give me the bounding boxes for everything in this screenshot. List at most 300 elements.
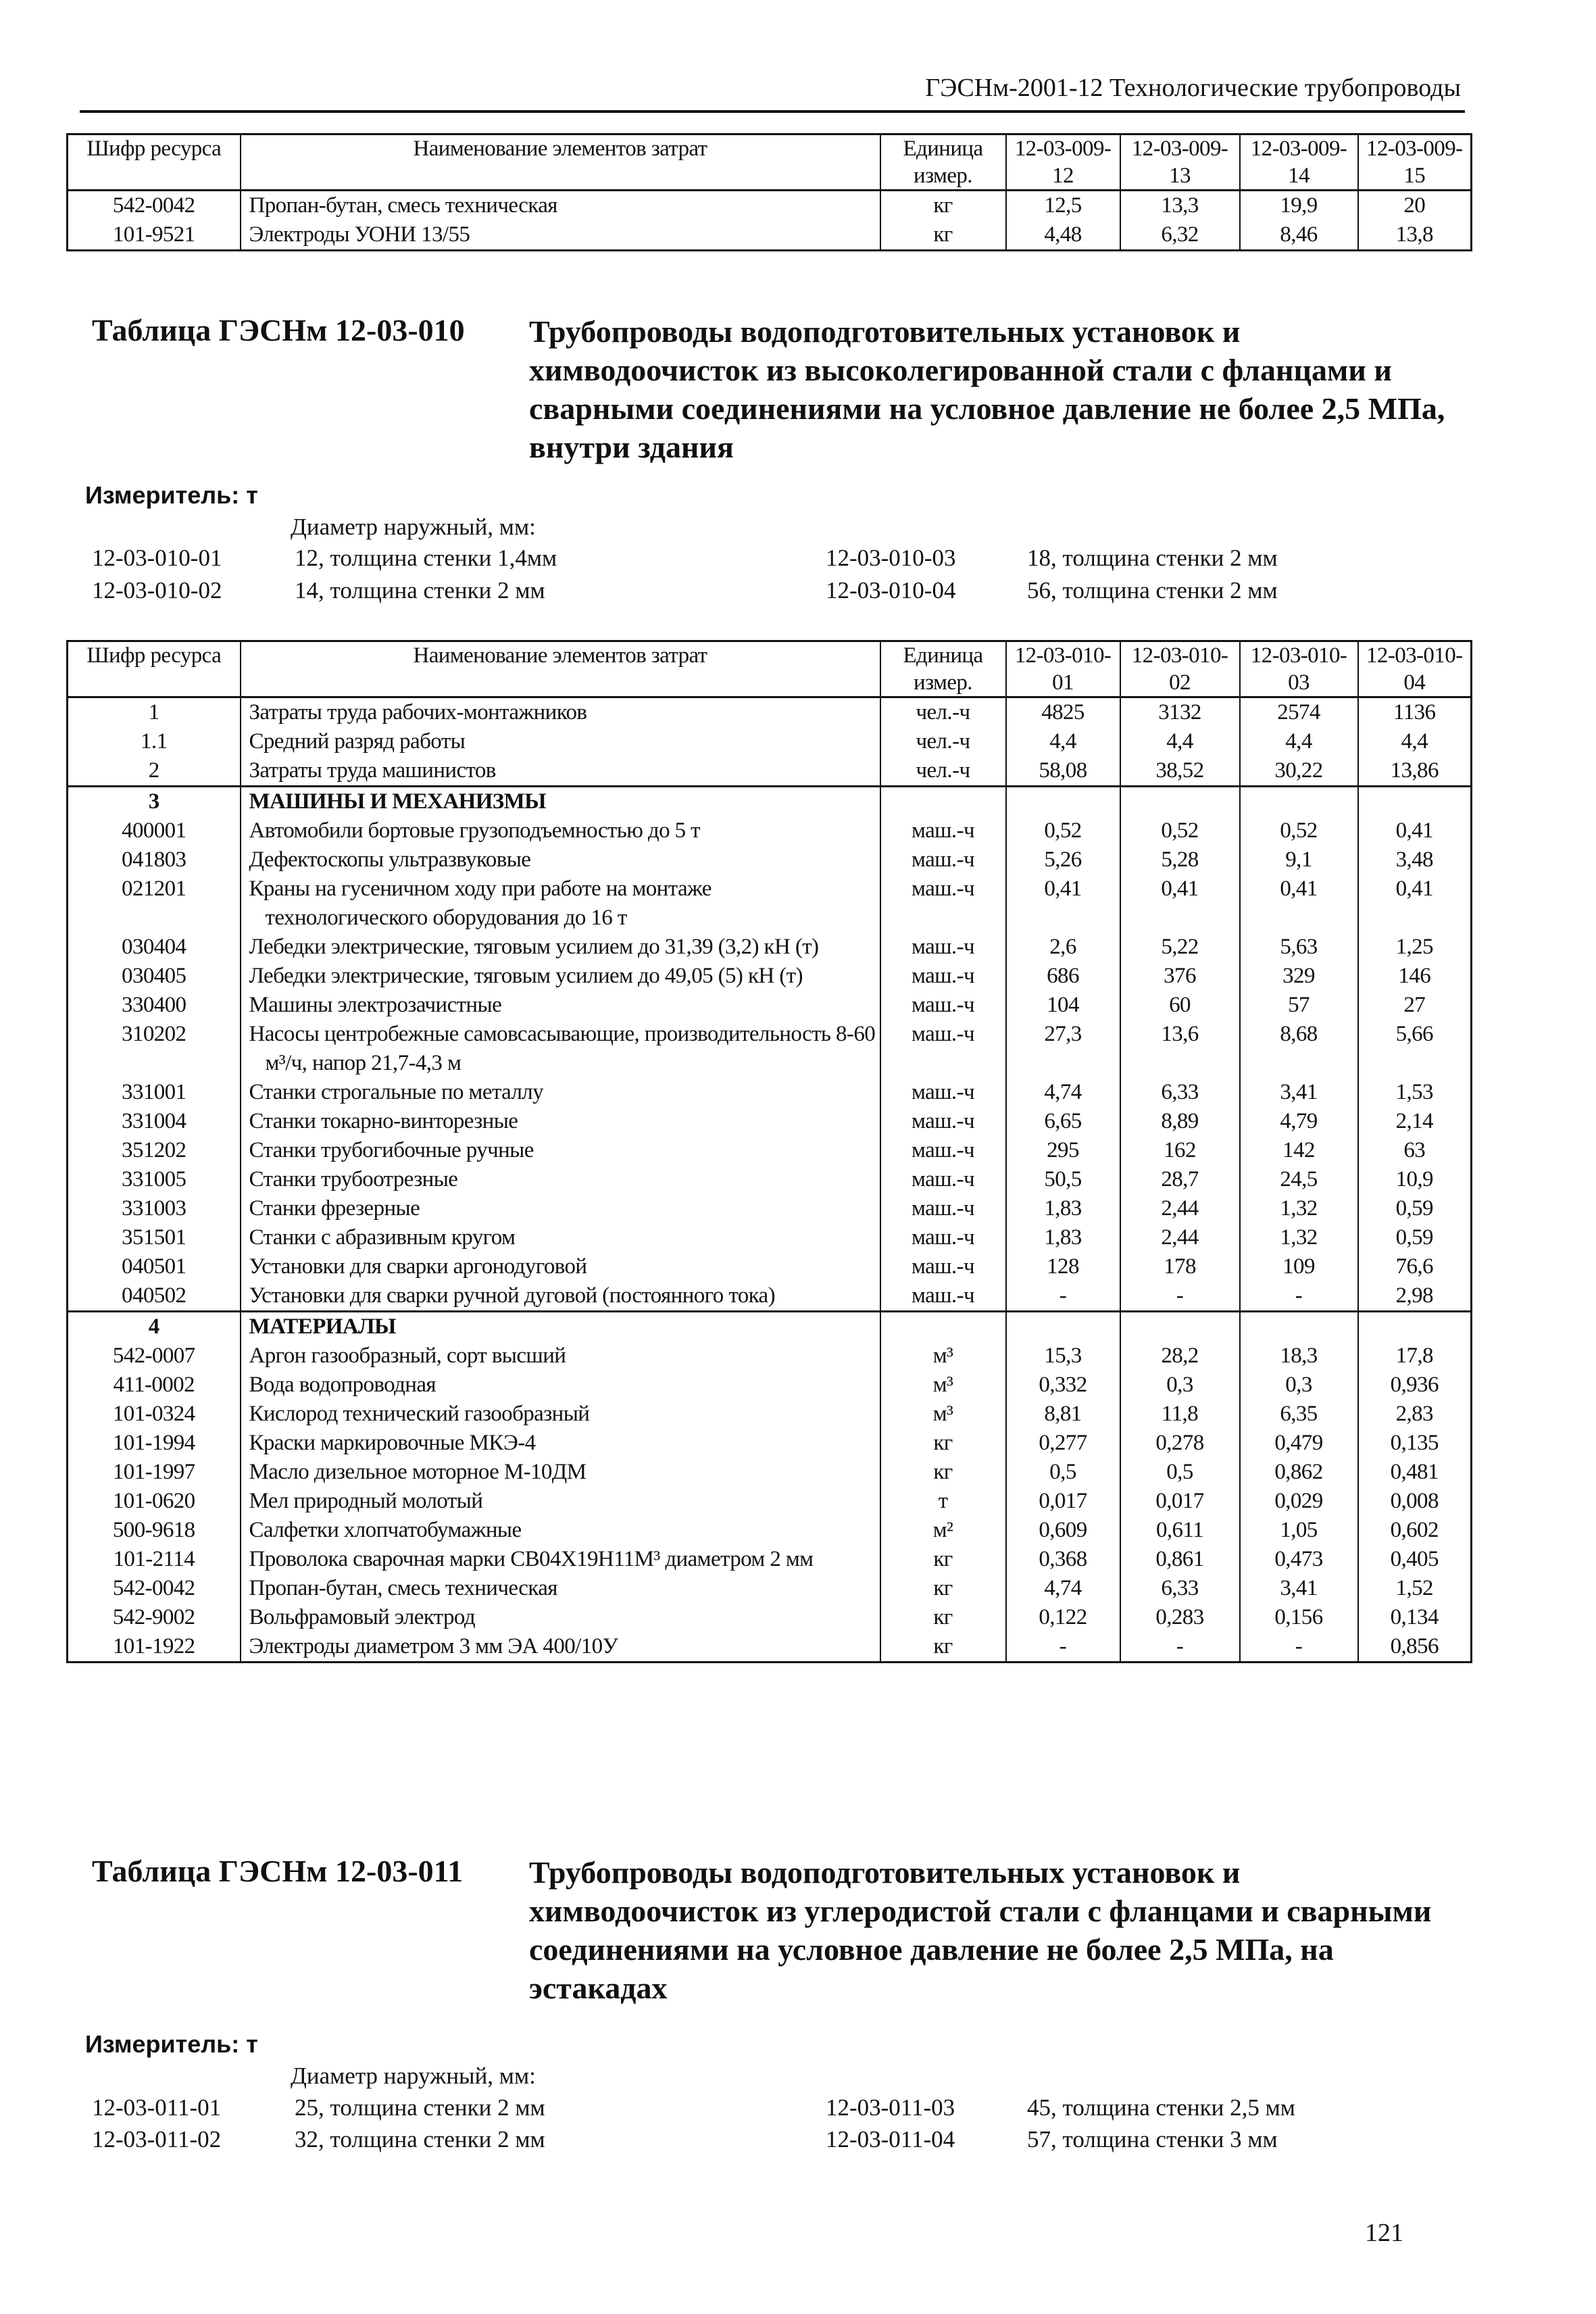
value-col-2: - [1120, 1281, 1240, 1312]
diameter-label-010: Диаметр наружный, мм: [291, 514, 536, 540]
resource-code: 331005 [68, 1165, 241, 1194]
unit [880, 1312, 1006, 1342]
value-col-2: 0,017 [1120, 1487, 1240, 1516]
value-col-1: 4,48 [1006, 220, 1120, 251]
value-col-4: 13,8 [1358, 220, 1472, 251]
column-header-value-col-1: 12-03-009-12 [1006, 134, 1120, 191]
value-col-3: 2574 [1240, 697, 1358, 728]
value-col-4: 13,86 [1358, 756, 1472, 787]
resource-table-010 [66, 640, 1472, 1663]
value-col-2 [1120, 1312, 1240, 1342]
value-col-2: 0,52 [1120, 816, 1240, 845]
table-row [68, 1574, 1472, 1603]
value-col-1: - [1006, 1632, 1120, 1663]
unit: чел.-ч [880, 756, 1006, 787]
table-row [68, 875, 1472, 933]
value-col-1: 4,74 [1006, 1078, 1120, 1107]
table-title-010: Трубопроводы водоподготовительных установок и химводоочисток из высоколегированной стали с фланцами и сварными соединениями на условное давление не более 2,5 МПа, внутри здания [529, 314, 1445, 464]
cost-element-name: Затраты труда рабочих-монтажников [241, 697, 880, 728]
value-col-4: 1136 [1358, 697, 1472, 728]
value-col-2: 2,44 [1120, 1223, 1240, 1252]
cost-element-name: Кислород технический газообразный [241, 1400, 880, 1429]
value-col-3: 0,41 [1240, 875, 1358, 933]
resource-code: 351501 [68, 1223, 241, 1252]
value-col-3: 0,479 [1240, 1429, 1358, 1458]
unit: т [880, 1487, 1006, 1516]
table-row [68, 1341, 1472, 1371]
value-col-3: 18,3 [1240, 1341, 1358, 1371]
value-col-3: 3,41 [1240, 1078, 1358, 1107]
table-row [68, 816, 1472, 845]
unit: чел.-ч [880, 727, 1006, 756]
unit [880, 787, 1006, 817]
column-header-value-col-2: 12-03-009-13 [1120, 134, 1240, 191]
item-text: 57, толщина стенки 3 мм [1027, 2126, 1278, 2152]
value-col-3: 5,63 [1240, 933, 1358, 962]
unit: маш.-ч [880, 1078, 1006, 1107]
value-col-1: 5,26 [1006, 845, 1120, 875]
cost-element-name: Установки для сварки аргонодуговой [241, 1252, 880, 1281]
cost-element-name: Станки фрезерные [241, 1194, 880, 1223]
resource-table-continued [66, 133, 1472, 251]
value-col-1: 4,74 [1006, 1574, 1120, 1603]
table-row [68, 1429, 1472, 1458]
value-col-2: 5,28 [1120, 845, 1240, 875]
resource-code: 351202 [68, 1136, 241, 1165]
unit: м³ [880, 1400, 1006, 1429]
table-title-011: Трубопроводы водоподготовительных установок и химводоочисток из углеродистой стали с фланцами и сварными соединениями на условное давление не более 2,5 МПа, на эстакадах [529, 1855, 1432, 2005]
resource-code: 040501 [68, 1252, 241, 1281]
value-col-4: 0,59 [1358, 1194, 1472, 1223]
value-col-3: - [1240, 1281, 1358, 1312]
unit: м² [880, 1516, 1006, 1545]
value-col-3: 3,41 [1240, 1574, 1358, 1603]
resource-code: 101-2114 [68, 1545, 241, 1574]
unit: м³ [880, 1341, 1006, 1371]
item-code: 12-03-010-02 [92, 577, 222, 604]
column-header-resource-code: Шифр ресурса [68, 134, 241, 191]
column-header-resource-code: Шифр ресурса [68, 641, 241, 697]
value-col-2: 60 [1120, 991, 1240, 1020]
resource-code: 400001 [68, 816, 241, 845]
resource-code: 101-1922 [68, 1632, 241, 1663]
value-col-3: 1,32 [1240, 1194, 1358, 1223]
value-col-3: 329 [1240, 962, 1358, 991]
table-row [68, 220, 1472, 251]
value-col-4: 5,66 [1358, 1020, 1472, 1078]
value-col-2: 0,41 [1120, 875, 1240, 933]
value-col-3: 57 [1240, 991, 1358, 1020]
unit: маш.-ч [880, 1107, 1006, 1136]
value-col-4: 20 [1358, 191, 1472, 221]
value-col-3: 9,1 [1240, 845, 1358, 875]
resource-code: 331001 [68, 1078, 241, 1107]
table-row [68, 845, 1472, 875]
value-col-1 [1006, 787, 1120, 817]
value-col-2: 13,6 [1120, 1020, 1240, 1078]
unit: м³ [880, 1371, 1006, 1400]
value-col-3 [1240, 1312, 1358, 1342]
table-row [68, 787, 1472, 817]
value-col-4: 1,53 [1358, 1078, 1472, 1107]
table-row [68, 1281, 1472, 1312]
value-col-2: 0,3 [1120, 1371, 1240, 1400]
value-col-2: 28,2 [1120, 1341, 1240, 1371]
resource-code: 1.1 [68, 727, 241, 756]
item-code: 12-03-011-04 [826, 2126, 955, 2152]
value-col-4: 0,481 [1358, 1458, 1472, 1487]
value-col-3: 109 [1240, 1252, 1358, 1281]
table-row [68, 1165, 1472, 1194]
cost-element-name: Станки трубоотрезные [241, 1165, 880, 1194]
item-text: 32, толщина стенки 2 мм [295, 2126, 545, 2152]
value-col-3: - [1240, 1632, 1358, 1663]
table-row [68, 1107, 1472, 1136]
value-col-1: 50,5 [1006, 1165, 1120, 1194]
value-col-3: 1,32 [1240, 1223, 1358, 1252]
table-label-011: Таблица ГЭСНм 12-03-011 [92, 1854, 464, 1888]
value-col-2: 3132 [1120, 697, 1240, 728]
value-col-4: 2,83 [1358, 1400, 1472, 1429]
item-code: 12-03-010-01 [92, 545, 222, 571]
column-header-value-col-2: 12-03-010-02 [1120, 641, 1240, 697]
resource-code: 2 [68, 756, 241, 787]
value-col-3: 1,05 [1240, 1516, 1358, 1545]
table-row [68, 1632, 1472, 1663]
diameter-label-011: Диаметр наружный, мм: [291, 2063, 536, 2089]
cost-element-name: Станки с абразивным кругом [241, 1223, 880, 1252]
table-row [68, 1136, 1472, 1165]
resource-code: 101-9521 [68, 220, 241, 251]
item-code: 12-03-010-03 [826, 545, 956, 571]
resource-code: 101-1994 [68, 1429, 241, 1458]
item-text: 18, толщина стенки 2 мм [1027, 545, 1278, 571]
value-col-2: 0,278 [1120, 1429, 1240, 1458]
value-col-4: 0,405 [1358, 1545, 1472, 1574]
resource-code: 542-9002 [68, 1603, 241, 1632]
resource-code: 101-1997 [68, 1458, 241, 1487]
cost-element-name: Краски маркировочные МКЭ-4 [241, 1429, 880, 1458]
resource-code: 411-0002 [68, 1371, 241, 1400]
table-label-010: Таблица ГЭСНм 12-03-010 [92, 313, 465, 347]
cost-element-name: Средний разряд работы [241, 727, 880, 756]
cost-element-name: Станки трубогибочные ручные [241, 1136, 880, 1165]
table-row [68, 1400, 1472, 1429]
value-col-2: 0,861 [1120, 1545, 1240, 1574]
cost-element-name: Электроды УОНИ 13/55 [241, 220, 880, 251]
value-col-1: 686 [1006, 962, 1120, 991]
unit: маш.-ч [880, 1136, 1006, 1165]
resource-code: 040502 [68, 1281, 241, 1312]
value-col-3: 142 [1240, 1136, 1358, 1165]
value-col-4: 2,98 [1358, 1281, 1472, 1312]
cost-element-name: Проволока сварочная марки СВ04Х19Н11М³ диаметром 2 мм [241, 1545, 880, 1574]
value-col-2: 376 [1120, 962, 1240, 991]
value-col-4: 3,48 [1358, 845, 1472, 875]
cost-element-name: МАШИНЫ И МЕХАНИЗМЫ [241, 787, 880, 817]
value-col-3: 0,156 [1240, 1603, 1358, 1632]
cost-element-name: Насосы центробежные самовсасывающие, производительность 8-60 м³/ч, напор 21,7-4,3 м [241, 1020, 880, 1078]
value-col-1: 0,332 [1006, 1371, 1120, 1400]
table-row [68, 1078, 1472, 1107]
measure-label-011: Измеритель: т [85, 2030, 258, 2058]
value-col-4: 0,134 [1358, 1603, 1472, 1632]
cost-element-name: Дефектоскопы ультразвуковые [241, 845, 880, 875]
value-col-3: 19,9 [1240, 191, 1358, 221]
value-col-3: 0,862 [1240, 1458, 1358, 1487]
value-col-1: 0,368 [1006, 1545, 1120, 1574]
value-col-4: 0,41 [1358, 875, 1472, 933]
value-col-2: 13,3 [1120, 191, 1240, 221]
cost-element-name: Лебедки электрические, тяговым усилием до 49,05 (5) кН (т) [241, 962, 880, 991]
table-row [68, 962, 1472, 991]
cost-element-name: Станки токарно-винторезные [241, 1107, 880, 1136]
table-row [68, 1252, 1472, 1281]
value-col-4: 0,135 [1358, 1429, 1472, 1458]
value-col-2: 8,89 [1120, 1107, 1240, 1136]
column-header-value-col-3: 12-03-009-14 [1240, 134, 1358, 191]
table-row [68, 1223, 1472, 1252]
cost-element-name: Краны на гусеничном ходу при работе на монтаже технологического оборудования до 16 т [241, 875, 880, 933]
value-col-3: 0,029 [1240, 1487, 1358, 1516]
column-header-cost-element-name: Наименование элементов затрат [241, 134, 880, 191]
cost-element-name: МАТЕРИАЛЫ [241, 1312, 880, 1342]
item-code: 12-03-011-03 [826, 2094, 955, 2121]
unit: кг [880, 1603, 1006, 1632]
value-col-1: 2,6 [1006, 933, 1120, 962]
column-header-unit: Единица измер. [880, 641, 1006, 697]
header-row [68, 641, 1472, 697]
cost-element-name: Масло дизельное моторное М-10ДМ [241, 1458, 880, 1487]
column-header-value-col-3: 12-03-010-03 [1240, 641, 1358, 697]
value-col-1: 295 [1006, 1136, 1120, 1165]
value-col-2: 6,32 [1120, 220, 1240, 251]
resource-code: 310202 [68, 1020, 241, 1078]
value-col-1: 15,3 [1006, 1341, 1120, 1371]
resource-code: 542-0042 [68, 1574, 241, 1603]
table-row [68, 697, 1472, 728]
value-col-1: 27,3 [1006, 1020, 1120, 1078]
value-col-1: 128 [1006, 1252, 1120, 1281]
value-col-3: 0,473 [1240, 1545, 1358, 1574]
unit: кг [880, 191, 1006, 221]
value-col-3: 30,22 [1240, 756, 1358, 787]
value-col-2: 6,33 [1120, 1078, 1240, 1107]
value-col-2: 38,52 [1120, 756, 1240, 787]
resource-code: 331004 [68, 1107, 241, 1136]
column-header-value-col-4: 12-03-009-15 [1358, 134, 1472, 191]
value-col-4: 146 [1358, 962, 1472, 991]
header-divider [80, 110, 1465, 113]
unit: кг [880, 220, 1006, 251]
table-row [68, 727, 1472, 756]
unit: кг [880, 1574, 1006, 1603]
unit: кг [880, 1429, 1006, 1458]
resource-code: 331003 [68, 1194, 241, 1223]
item-code: 12-03-011-01 [92, 2094, 222, 2121]
value-col-4: 17,8 [1358, 1341, 1472, 1371]
item-text: 25, толщина стенки 2 мм [295, 2094, 545, 2121]
value-col-2: 6,33 [1120, 1574, 1240, 1603]
cost-element-name: Установки для сварки ручной дуговой (постоянного тока) [241, 1281, 880, 1312]
value-col-3: 0,3 [1240, 1371, 1358, 1400]
value-col-1: - [1006, 1281, 1120, 1312]
value-col-1: 6,65 [1006, 1107, 1120, 1136]
item-text: 56, толщина стенки 2 мм [1027, 577, 1278, 604]
value-col-1: 4825 [1006, 697, 1120, 728]
measure-label-010: Измеритель: т [85, 481, 258, 509]
unit: чел.-ч [880, 697, 1006, 728]
resource-code: 101-0324 [68, 1400, 241, 1429]
value-col-1 [1006, 1312, 1120, 1342]
unit: маш.-ч [880, 1165, 1006, 1194]
column-header-unit: Единица измер. [880, 134, 1006, 191]
value-col-4: 0,59 [1358, 1223, 1472, 1252]
value-col-3 [1240, 787, 1358, 817]
value-col-2: 0,5 [1120, 1458, 1240, 1487]
value-col-4: 0,856 [1358, 1632, 1472, 1663]
cost-element-name: Электроды диаметром 3 мм ЭА 400/10У [241, 1632, 880, 1663]
value-col-3: 6,35 [1240, 1400, 1358, 1429]
value-col-4 [1358, 787, 1472, 817]
unit: кг [880, 1632, 1006, 1663]
table-row [68, 1545, 1472, 1574]
cost-element-name: Лебедки электрические, тяговым усилием до 31,39 (3,2) кН (т) [241, 933, 880, 962]
table-row [68, 1487, 1472, 1516]
cost-element-name: Мел природный молотый [241, 1487, 880, 1516]
value-col-3: 4,79 [1240, 1107, 1358, 1136]
value-col-4 [1358, 1312, 1472, 1342]
value-col-1: 0,017 [1006, 1487, 1120, 1516]
cost-element-name: Вольфрамовый электрод [241, 1603, 880, 1632]
value-col-1: 0,277 [1006, 1429, 1120, 1458]
table-row [68, 1371, 1472, 1400]
unit: маш.-ч [880, 845, 1006, 875]
column-header-value-col-1: 12-03-010-01 [1006, 641, 1120, 697]
cost-element-name: Пропан-бутан, смесь техническая [241, 191, 880, 221]
unit: маш.-ч [880, 991, 1006, 1020]
value-col-1: 4,4 [1006, 727, 1120, 756]
value-col-1: 0,5 [1006, 1458, 1120, 1487]
unit: маш.-ч [880, 816, 1006, 845]
table-row [68, 1312, 1472, 1342]
value-col-2: 11,8 [1120, 1400, 1240, 1429]
unit: маш.-ч [880, 1020, 1006, 1078]
value-col-2: 178 [1120, 1252, 1240, 1281]
resource-code: 542-0007 [68, 1341, 241, 1371]
column-header-cost-element-name: Наименование элементов затрат [241, 641, 880, 697]
cost-element-name: Аргон газообразный, сорт высший [241, 1341, 880, 1371]
unit: маш.-ч [880, 1252, 1006, 1281]
resource-code: 101-0620 [68, 1487, 241, 1516]
table-row [68, 933, 1472, 962]
resource-code: 030404 [68, 933, 241, 962]
table-row [68, 191, 1472, 221]
unit: маш.-ч [880, 875, 1006, 933]
value-col-4: 0,008 [1358, 1487, 1472, 1516]
value-col-1: 0,41 [1006, 875, 1120, 933]
item-text: 45, толщина стенки 2,5 мм [1027, 2094, 1295, 2121]
resource-code: 3 [68, 787, 241, 817]
cost-element-name: Машины электрозачистные [241, 991, 880, 1020]
value-col-2: 0,283 [1120, 1603, 1240, 1632]
table-row [68, 1194, 1472, 1223]
value-col-1: 58,08 [1006, 756, 1120, 787]
cost-element-name: Салфетки хлопчатобумажные [241, 1516, 880, 1545]
table-row [68, 756, 1472, 787]
value-col-2: 4,4 [1120, 727, 1240, 756]
value-col-4: 0,936 [1358, 1371, 1472, 1400]
unit: маш.-ч [880, 962, 1006, 991]
value-col-4: 10,9 [1358, 1165, 1472, 1194]
value-col-1: 12,5 [1006, 191, 1120, 221]
value-col-2: 28,7 [1120, 1165, 1240, 1194]
unit: маш.-ч [880, 933, 1006, 962]
table-row [68, 1516, 1472, 1545]
item-text: 12, толщина стенки 1,4мм [295, 545, 557, 571]
item-code: 12-03-011-02 [92, 2126, 222, 2152]
value-col-4: 1,52 [1358, 1574, 1472, 1603]
cost-element-name: Вода водопроводная [241, 1371, 880, 1400]
value-col-3: 4,4 [1240, 727, 1358, 756]
unit: маш.-ч [880, 1223, 1006, 1252]
value-col-4: 4,4 [1358, 727, 1472, 756]
item-code: 12-03-010-04 [826, 577, 956, 604]
value-col-1: 0,122 [1006, 1603, 1120, 1632]
cost-element-name: Станки строгальные по металлу [241, 1078, 880, 1107]
unit: маш.-ч [880, 1281, 1006, 1312]
cost-element-name: Пропан-бутан, смесь техническая [241, 1574, 880, 1603]
unit: кг [880, 1545, 1006, 1574]
value-col-1: 0,609 [1006, 1516, 1120, 1545]
value-col-2: 0,611 [1120, 1516, 1240, 1545]
header-row [68, 134, 1472, 191]
value-col-1: 8,81 [1006, 1400, 1120, 1429]
page-number: 121 [1365, 2219, 1403, 2247]
table-row [68, 1603, 1472, 1632]
item-text: 14, толщина стенки 2 мм [295, 577, 545, 604]
table-row [68, 1458, 1472, 1487]
table-row [68, 1020, 1472, 1078]
resource-code: 1 [68, 697, 241, 728]
value-col-4: 2,14 [1358, 1107, 1472, 1136]
value-col-4: 0,41 [1358, 816, 1472, 845]
resource-code: 021201 [68, 875, 241, 933]
resource-code: 542-0042 [68, 191, 241, 221]
resource-code: 030405 [68, 962, 241, 991]
resource-code: 041803 [68, 845, 241, 875]
value-col-2: - [1120, 1632, 1240, 1663]
column-header-value-col-4: 12-03-010-04 [1358, 641, 1472, 697]
value-col-2: 2,44 [1120, 1194, 1240, 1223]
resource-code: 4 [68, 1312, 241, 1342]
value-col-4: 27 [1358, 991, 1472, 1020]
value-col-1: 0,52 [1006, 816, 1120, 845]
cost-element-name: Затраты труда машинистов [241, 756, 880, 787]
value-col-3: 0,52 [1240, 816, 1358, 845]
value-col-4: 76,6 [1358, 1252, 1472, 1281]
value-col-3: 8,46 [1240, 220, 1358, 251]
value-col-1: 104 [1006, 991, 1120, 1020]
unit: кг [880, 1458, 1006, 1487]
value-col-4: 1,25 [1358, 933, 1472, 962]
value-col-2: 162 [1120, 1136, 1240, 1165]
value-col-2 [1120, 787, 1240, 817]
value-col-4: 63 [1358, 1136, 1472, 1165]
resource-code: 500-9618 [68, 1516, 241, 1545]
value-col-2: 5,22 [1120, 933, 1240, 962]
value-col-1: 1,83 [1006, 1194, 1120, 1223]
